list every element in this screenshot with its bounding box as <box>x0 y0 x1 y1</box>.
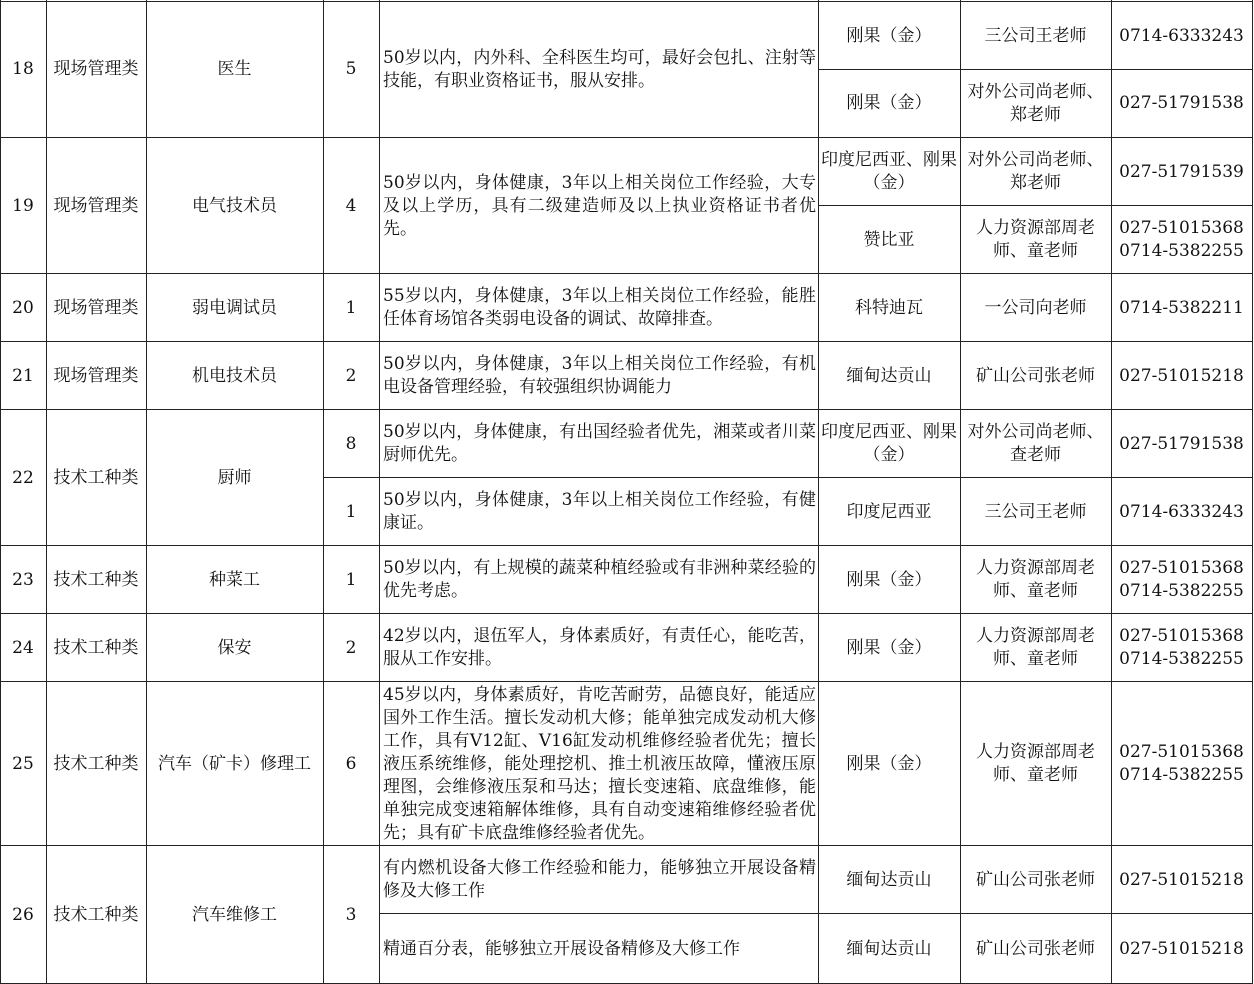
headcount: 6 <box>323 682 379 846</box>
headcount: 1 <box>323 274 379 342</box>
job-requirement: 50岁以内，身体健康，有出国经验者优先，湘菜或者川菜厨师优先。 <box>379 410 818 478</box>
job-title: 种菜工 <box>146 546 323 614</box>
contact-phone: 0714-6333243 <box>1111 2 1252 70</box>
work-location: 印度尼西亚、刚果（金） <box>818 138 960 206</box>
work-location: 缅甸达贡山 <box>818 342 960 410</box>
row-divider <box>0 137 1253 138</box>
row-divider <box>0 613 1253 614</box>
work-location: 科特迪瓦 <box>818 274 960 342</box>
column-divider <box>379 0 380 984</box>
job-category: 技术工种类 <box>46 614 146 682</box>
contact-phone: 027-51015218 <box>1111 846 1252 914</box>
contact-person: 矿山公司张老师 <box>960 846 1111 914</box>
headcount: 2 <box>323 342 379 410</box>
column-divider <box>1111 0 1112 984</box>
headcount: 2 <box>323 614 379 682</box>
table-border <box>1252 0 1253 984</box>
column-divider <box>960 0 961 984</box>
row-divider <box>0 1 1253 2</box>
headcount: 4 <box>323 138 379 274</box>
row-number: 22 <box>0 410 46 546</box>
contact-person: 人力资源部周老师、童老师 <box>960 206 1111 274</box>
job-requirement: 有内燃机设备大修工作经验和能力，能够独立开展设备精修及大修工作 <box>379 846 818 914</box>
contact-phone: 027-51015218 <box>1111 914 1252 984</box>
job-category: 现场管理类 <box>46 274 146 342</box>
subrow-divider <box>379 913 1253 914</box>
contact-phone: 027-51015368 0714-5382255 <box>1111 206 1252 274</box>
job-title: 厨师 <box>146 410 323 546</box>
row-number: 24 <box>0 614 46 682</box>
contact-phone: 0714-6333243 <box>1111 478 1252 546</box>
column-divider <box>146 0 147 984</box>
work-location: 刚果（金） <box>818 70 960 137</box>
job-requirement: 55岁以内，身体健康，3年以上相关岗位工作经验，能胜任体育场馆各类弱电设备的调试、故障排查。 <box>379 274 818 342</box>
job-title: 弱电调试员 <box>146 274 323 342</box>
job-requirement: 42岁以内，退伍军人，身体素质好，有责任心，能吃苦，服从工作安排。 <box>379 614 818 682</box>
contact-phone: 027-51791538 <box>1111 410 1252 478</box>
job-category: 现场管理类 <box>46 2 146 137</box>
job-requirement: 精通百分表，能够独立开展设备精修及大修工作 <box>379 914 818 984</box>
row-number: 25 <box>0 682 46 846</box>
row-divider <box>0 409 1253 410</box>
contact-phone: 027-51015368 0714-5382255 <box>1111 682 1252 846</box>
contact-person: 人力资源部周老师、童老师 <box>960 546 1111 614</box>
work-location: 刚果（金） <box>818 2 960 70</box>
column-divider <box>818 0 819 984</box>
job-title: 汽车（矿卡）修理工 <box>146 682 323 846</box>
row-divider <box>0 845 1253 846</box>
contact-phone: 027-51015368 0714-5382255 <box>1111 546 1252 614</box>
work-location: 印度尼西亚、刚果（金） <box>818 410 960 478</box>
headcount: 1 <box>323 478 379 546</box>
row-number: 18 <box>0 2 46 137</box>
work-location: 赞比亚 <box>818 206 960 274</box>
contact-person: 三公司王老师 <box>960 2 1111 70</box>
job-requirement: 50岁以内，身体健康，3年以上相关岗位工作经验，有机电设备管理经验，有较强组织协调能力 <box>379 342 818 410</box>
subrow-divider <box>818 69 1253 70</box>
subrow-divider <box>818 205 1253 206</box>
job-requirement: 50岁以内，有上规模的蔬菜种植经验或有非洲种菜经验的优先考虑。 <box>379 546 818 614</box>
work-location: 印度尼西亚 <box>818 478 960 546</box>
job-category: 技术工种类 <box>46 682 146 846</box>
contact-person: 对外公司尚老师、郑老师 <box>960 70 1111 137</box>
row-number: 20 <box>0 274 46 342</box>
job-title: 电气技术员 <box>146 138 323 274</box>
work-location: 缅甸达贡山 <box>818 846 960 914</box>
work-location: 刚果（金） <box>818 546 960 614</box>
contact-phone: 027-51015368 0714-5382255 <box>1111 614 1252 682</box>
contact-person: 对外公司尚老师、查老师 <box>960 410 1111 478</box>
job-requirement: 50岁以内，身体健康，3年以上相关岗位工作经验，大专及以上学历，具有二级建造师及以上执业资格证书者优先。 <box>379 138 818 274</box>
job-category: 技术工种类 <box>46 410 146 546</box>
row-number: 19 <box>0 138 46 274</box>
contact-phone: 0714-5382211 <box>1111 274 1252 342</box>
contact-person: 矿山公司张老师 <box>960 914 1111 984</box>
headcount: 1 <box>323 546 379 614</box>
contact-phone: 027-51015218 <box>1111 342 1252 410</box>
headcount: 3 <box>323 846 379 984</box>
job-title: 医生 <box>146 2 323 137</box>
contact-person: 一公司向老师 <box>960 274 1111 342</box>
work-location: 刚果（金） <box>818 614 960 682</box>
job-requirement: 45岁以内，身体素质好，肯吃苦耐劳，品德良好，能适应国外工作生活。擅长发动机大修；能单独完成发动机大修工作，具有V12缸、V16缸发动机维修经验者优先；擅长液压系统维修，能处理挖机、推土机液压故障，懂液压原理图，会维修液压泵和马达；擅长变速箱、底盘维修，能单独完成变速箱解体维修，具有自动变速箱维修经验者优先；具有矿卡底盘维修经验者优先。 <box>379 682 818 846</box>
column-divider <box>323 0 324 984</box>
subrow-divider <box>323 477 1253 478</box>
headcount: 8 <box>323 410 379 478</box>
job-category: 技术工种类 <box>46 846 146 984</box>
contact-person: 三公司王老师 <box>960 478 1111 546</box>
row-number: 26 <box>0 846 46 984</box>
row-divider <box>0 545 1253 546</box>
column-divider <box>46 0 47 984</box>
job-requirement: 50岁以内，身体健康，3年以上相关岗位工作经验，有健康证。 <box>379 478 818 546</box>
row-number: 23 <box>0 546 46 614</box>
headcount: 5 <box>323 2 379 137</box>
row-number: 21 <box>0 342 46 410</box>
contact-person: 矿山公司张老师 <box>960 342 1111 410</box>
row-divider <box>0 273 1253 274</box>
job-title: 机电技术员 <box>146 342 323 410</box>
contact-person: 人力资源部周老师、童老师 <box>960 614 1111 682</box>
table-border <box>0 0 1 984</box>
row-divider <box>0 681 1253 682</box>
job-title: 保安 <box>146 614 323 682</box>
contact-phone: 027-51791539 <box>1111 138 1252 206</box>
work-location: 刚果（金） <box>818 682 960 846</box>
contact-person: 人力资源部周老师、童老师 <box>960 682 1111 846</box>
work-location: 缅甸达贡山 <box>818 914 960 984</box>
job-category: 现场管理类 <box>46 342 146 410</box>
job-requirement: 50岁以内，内外科、全科医生均可，最好会包扎、注射等技能，有职业资格证书，服从安排。 <box>379 2 818 137</box>
job-title: 汽车维修工 <box>146 846 323 984</box>
contact-phone: 027-51791538 <box>1111 70 1252 137</box>
contact-person: 对外公司尚老师、郑老师 <box>960 138 1111 206</box>
job-category: 现场管理类 <box>46 138 146 274</box>
job-category: 技术工种类 <box>46 546 146 614</box>
row-divider <box>0 341 1253 342</box>
